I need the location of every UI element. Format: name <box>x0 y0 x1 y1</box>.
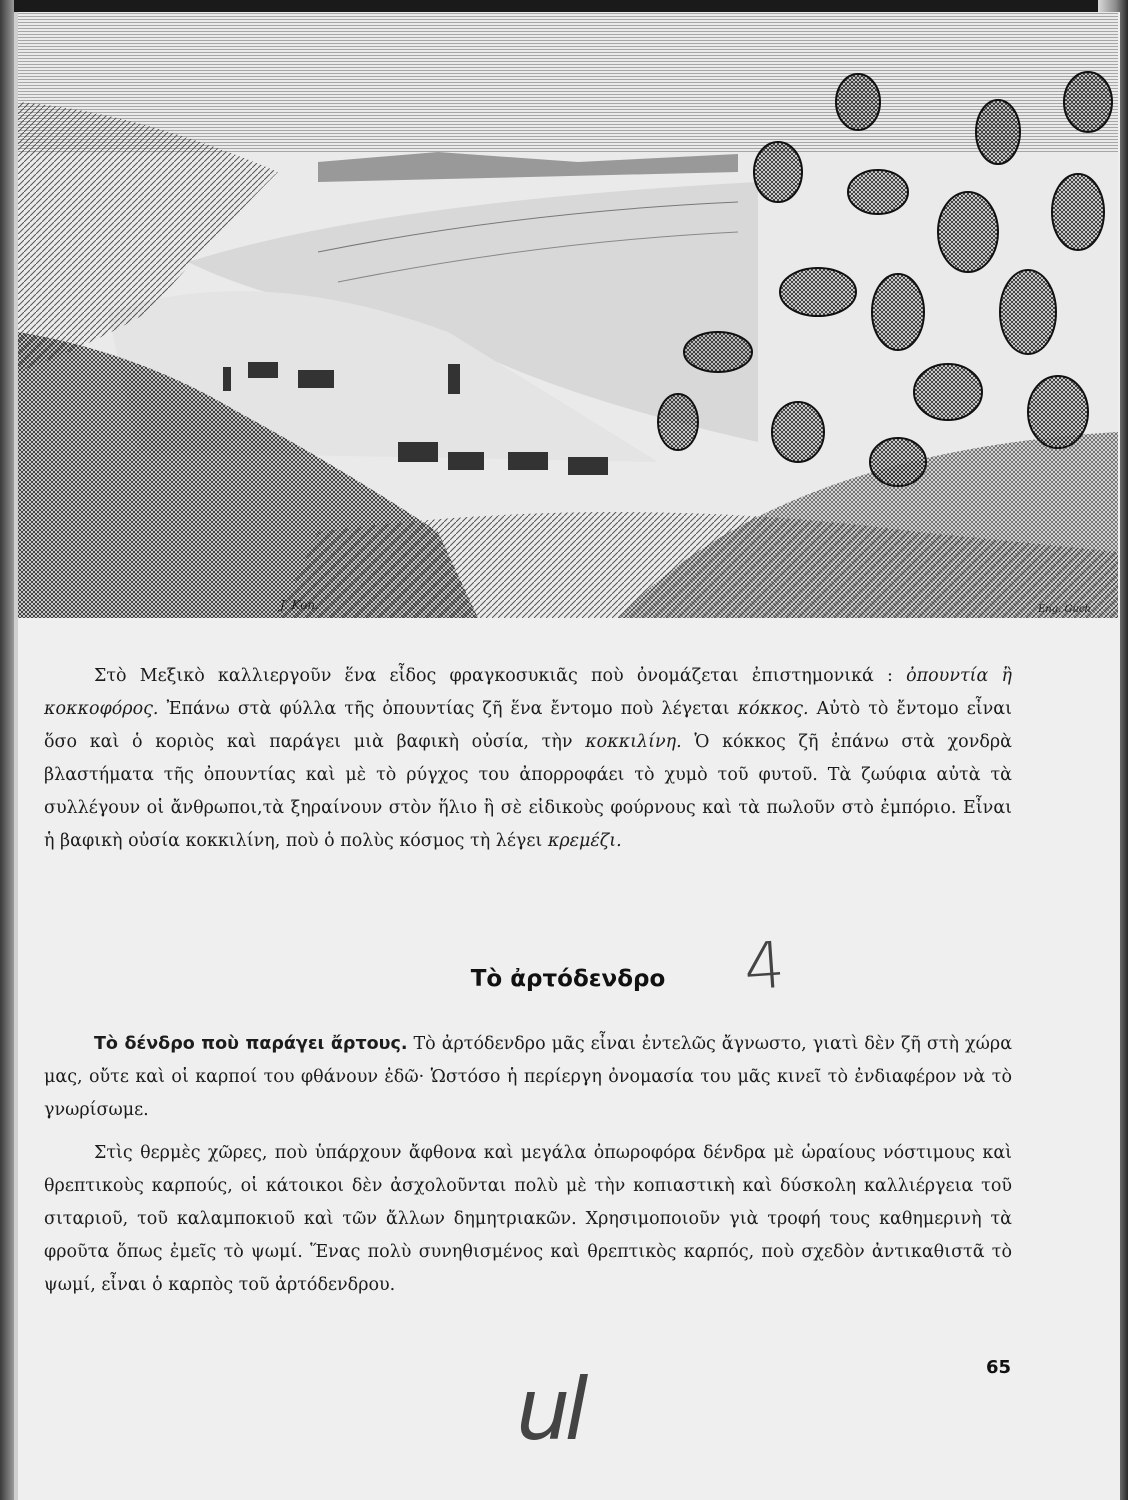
paragraph-breadfruit-body <box>44 1137 1012 1302</box>
paragraph-cochineal <box>44 660 1012 858</box>
paragraph-text: Στὸ Μεξικὸ καλλιεργοῦν ἕνα εἶδος φραγκοσυκιᾶς ποὺ ὀνομάζεται ἐπιστημονικά : <box>94 666 907 686</box>
illustrator-signature: J. Kon. <box>280 598 319 612</box>
engraving-cactus-bay-icon <box>18 12 1118 618</box>
italic-term: κοκκιλίνη. <box>585 732 682 752</box>
book-page <box>14 12 1120 1500</box>
section-heading: Τὸ ἀρτόδενδρο <box>470 966 666 992</box>
italic-term: ὀπουντία ἢ κοκκοφόρος. <box>44 666 1012 719</box>
italic-term: κρεμέζι. <box>547 831 622 851</box>
handwritten-mark: 4 <box>741 928 788 1006</box>
paragraph-breadfruit-intro <box>44 1028 1012 1127</box>
page-number: 65 <box>986 1357 1012 1378</box>
handwritten-mark: ul <box>516 1360 583 1460</box>
paragraph-text: Ἐπάνω στὰ φύλλα τῆς ὀπουντίας ζῆ ἕνα ἔντομο ποὺ λέγεται <box>158 699 738 719</box>
paragraph-text: Στὶς θερμὲς χῶρες, ποὺ ὑπάρχουν ἄφθονα καὶ μεγάλα ὀπωροφόρα δένδρα μὲ ὡραίους νόστιμους καὶ θρεπτικοὺς καρπούς, οἱ κάτοικοι δὲν ἀσχολοῦνται πολὺ μὲ τὴν κοπιαστικὴ καὶ δύσκολη καλλιέργεια τοῦ σιταριοῦ, τοῦ καλαμποκιοῦ καὶ τῶν ἄλλων δημητριακῶν. Χρησιμοποιοῦν γιὰ τροφή τους καθημερινὴ τὰ φροῦτα ὅπως ἐμεῖς τὸ ψωμί. Ἕνας πολὺ συνηθισμένος καὶ θρεπτικὸς καρπός, ποὺ σχεδὸν ἀντικαθιστᾶ τὸ ψωμί, εἶναι ὁ καρπὸς τοῦ ἀρτόδενδρου. <box>44 1143 1012 1295</box>
italic-term: κόκκος. <box>737 699 809 719</box>
paragraph-text: Ὁ κόκκος ζῆ ἐπάνω στὰ χονδρὰ βλαστήματα τῆς ὀπουντίας καὶ μὲ τὸ ρύγχος του ἀπορροφάει τὸ χυμὸ τοῦ φυτοῦ. Τὰ ζωύφια αὐτὰ τὰ συλλέγουν οἱ ἄνθρωποι,τὰ ξηραίνουν στὸν ἥλιο ἢ σὲ εἰδικοὺς φούρνους καὶ τὰ πωλοῦν στὸ ἐμπόριο. Εἶναι ἡ βαφικὴ οὐσία κοκκιλίνη, ποὺ ὁ πολὺς κόσμος τὴ λέγει <box>44 732 1012 851</box>
book-spine <box>0 0 14 1500</box>
paragraph-text: Αὐτὸ τὸ ἔντομο εἶναι ὅσο καὶ ὁ κοριὸς καὶ παράγει μιὰ βαφικὴ οὐσία, τὴν <box>44 699 1012 752</box>
paragraph-text: Τὸ ἀρτόδενδρο μᾶς εἶναι ἐντελῶς ἄγνωστο, γιατὶ δὲν ζῆ στὴ χώρα μας, οὔτε καὶ οἱ καρποί του φθάνουν ἐδῶ· Ὡστόσο ἡ περίεργη ὀνομασία του μᾶς κινεῖ τὸ ἐνδιαφέρον νὰ τὸ γνωρίσωμε. <box>44 1034 1013 1120</box>
engraver-signature: Eng. Guch <box>1038 604 1091 615</box>
paragraph-lead: Τὸ δένδρο ποὺ παράγει ἄρτους. <box>94 1034 408 1054</box>
